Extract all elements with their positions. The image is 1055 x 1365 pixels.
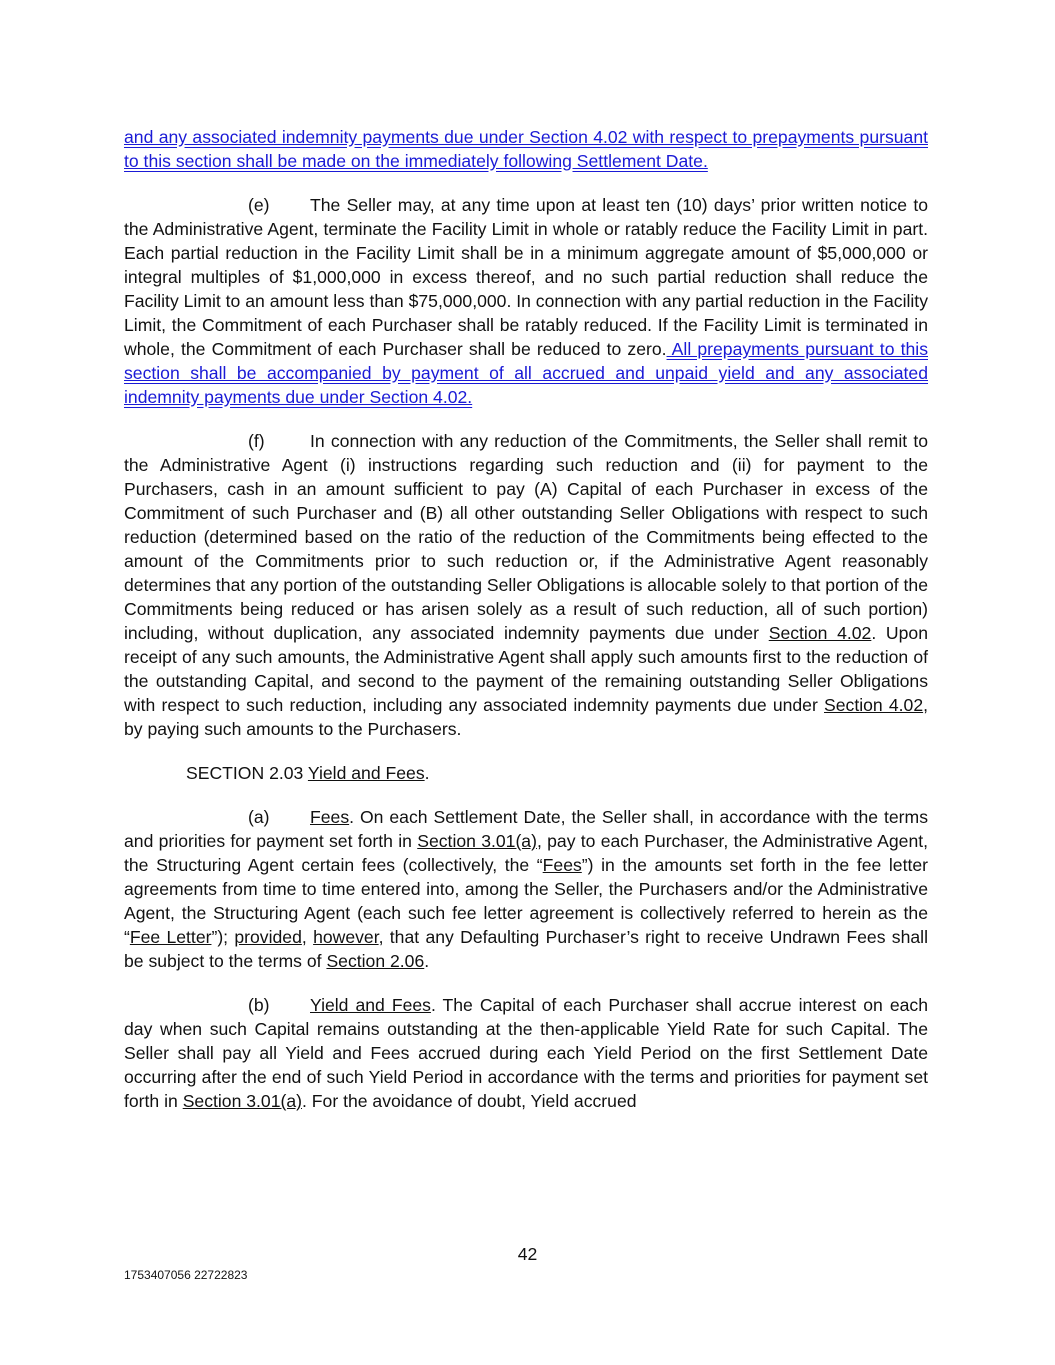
clause-text: . Upon receipt of any such amounts, the Administrative Agent shall apply such amounts first to the reduction of the outstanding Capital, and second to the payment of the remaining outstanding Seller Obligations with respect to such reduction, including any associated indemnity payments due under: [124, 623, 928, 715]
clause-heading: Yield and Fees: [310, 995, 431, 1015]
section-title: Yield and Fees: [307, 763, 425, 783]
clause-text: The Seller may, at any time upon at least ten (10) days’ prior written notice to the Administrative Agent, terminate the Facility Limit in whole or ratably reduce the Facility Limit in part. Each partial reduction in the Facility Limit shall be in a minimum aggregate amount of $5,000,000 or integral multiples of $1,000,000 in excess thereof, and no such partial reduction shall reduce the Facility Limit to an amount less than $75,000,000. In connection with any partial reduction in the Facility Limit, the Commitment of each Purchaser shall be ratably reduced. If the Facility Limit is terminated in whole, the Commitment of each Purchaser shall be reduced to zero.: [124, 195, 928, 359]
proviso-word: provided: [234, 927, 302, 947]
paragraph-b: (b) Yield and Fees. The Capital of each Purchaser shall accrue interest on each day when such Capital remains outstanding at the then-applicable Yield Rate for such Capital. The Seller shall pay all Yield and Fees accrued during each Yield Period on the first Settlement Date occurring after the end of such Yield Period in accordance with the terms and priorities for payment set forth in Section 3.01(a). For the avoidance of doubt, Yield accrued: [124, 995, 928, 1111]
paragraph-e: [124, 193, 928, 409]
inserted-text: and any associated indemnity payments due under Section 4.02 with respect to prepayments pursuant to this section shall be made on the immediately following Settlement Date.: [124, 127, 928, 171]
defined-term: Fee Letter: [129, 927, 212, 947]
clause-heading: Fees: [310, 807, 350, 827]
section-reference: Section 2.06: [326, 951, 425, 971]
defined-term: Fees: [542, 855, 582, 875]
section-heading: SECTION 2.03 Yield and Fees.: [186, 763, 430, 783]
page-number: 42: [517, 1244, 538, 1264]
clause-label: (f): [248, 431, 265, 451]
section-reference: Section 4.02: [768, 623, 872, 643]
proviso-word: however: [313, 927, 379, 947]
clause-label: (e): [248, 195, 270, 215]
clause-label: (a): [248, 807, 270, 827]
section-number: SECTION 2.03: [186, 763, 308, 783]
paragraph-f: [124, 429, 928, 741]
clause-text: In connection with any reduction of the Commitments, the Seller shall remit to the Administrative Agent (i) instructions regarding such reduction and (ii) for payment to the Purchasers, cash in an amount sufficient to pay (A) Capital of each Purchaser in excess of the Commitment of such Purchaser and (B) all other outstanding Seller Obligations with respect to such reduction (determined based on the ratio of the reduction of the Commitments being effected to the amount of the Commitments prior to such reduction or, if the Administrative Agent reasonably determines that any portion of the outstanding Seller Obligations is allocable solely to that portion of the Commitments being reduced or has arisen solely as a result of such reduction, all of such portion) including, without duplication, any associated indemnity payments due under: [124, 431, 928, 643]
document-id: 1753407056 22722823: [124, 1268, 248, 1282]
paragraph-continuation: [124, 125, 928, 173]
section-reference: Section 3.01(a): [417, 831, 537, 851]
document-body: [124, 125, 928, 1133]
section-reference: Section 4.02: [824, 695, 924, 715]
clause-text: , by paying such amounts to the Purchasers.: [124, 695, 928, 739]
section-reference: Section 3.01(a): [182, 1091, 303, 1111]
inserted-text: All prepayments pursuant to this section shall be accompanied by payment of all accrued and unpaid yield and any associated indemnity payments due under Section 4.02.: [124, 339, 928, 407]
clause-label: (b): [248, 995, 270, 1015]
paragraph-a: (a) Fees. On each Settlement Date, the Seller shall, in accordance with the terms and priorities for payment set forth in Section 3.01(a), pay to each Purchaser, the Administrative Agent, the Structuring Agent certain fees (collectively, the “Fees”) in the amounts set forth in the fee letter agreements from time to time entered into, among the Seller, the Purchasers and/or the Administrative Agent, the Structuring Agent (each such fee letter agreement is collectively referred to herein as the “Fee Letter”); provided, however, that any Defaulting Purchaser’s right to receive Undrawn Fees shall be subject to the terms of Section 2.06.: [124, 807, 929, 971]
